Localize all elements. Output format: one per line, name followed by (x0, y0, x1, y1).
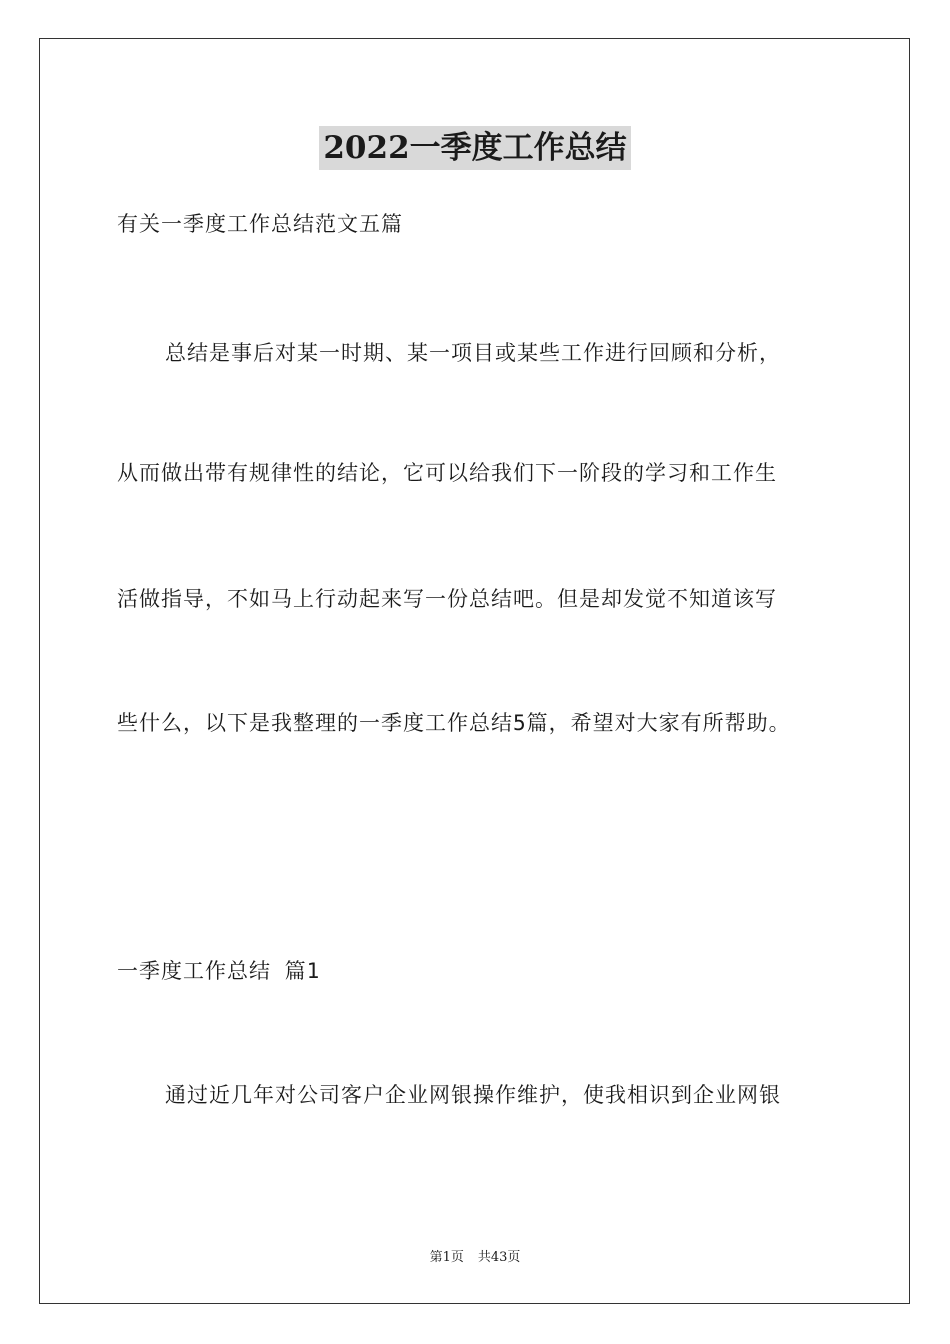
document-subtitle: 有关一季度工作总结范文五篇 (117, 212, 403, 236)
document-title: 2022一季度工作总结 (319, 126, 630, 170)
section-heading: 一季度工作总结 篇1 (117, 959, 321, 983)
page-total: 共43页 (477, 1250, 521, 1265)
intro-line: 些什么，以下是我整理的一季度工作总结5篇，希望对大家有所帮助。 (117, 711, 791, 735)
intro-line: 从而做出带有规律性的结论，它可以给我们下一阶段的学习和工作生 (117, 461, 777, 485)
intro-line: 活做指导，不如马上行动起来写一份总结吧。但是却发觉不知道该写 (117, 587, 777, 611)
intro-line: 总结是事后对某一时期、某一项目或某些工作进行回顾和分析， (165, 341, 781, 365)
page-number: 第1页 (429, 1250, 464, 1265)
section-paragraph-line: 通过近几年对公司客户企业网银操作维护，使我相识到企业网银 (165, 1083, 781, 1107)
document-title-container (0, 126, 950, 175)
page-footer (0, 1249, 950, 1267)
